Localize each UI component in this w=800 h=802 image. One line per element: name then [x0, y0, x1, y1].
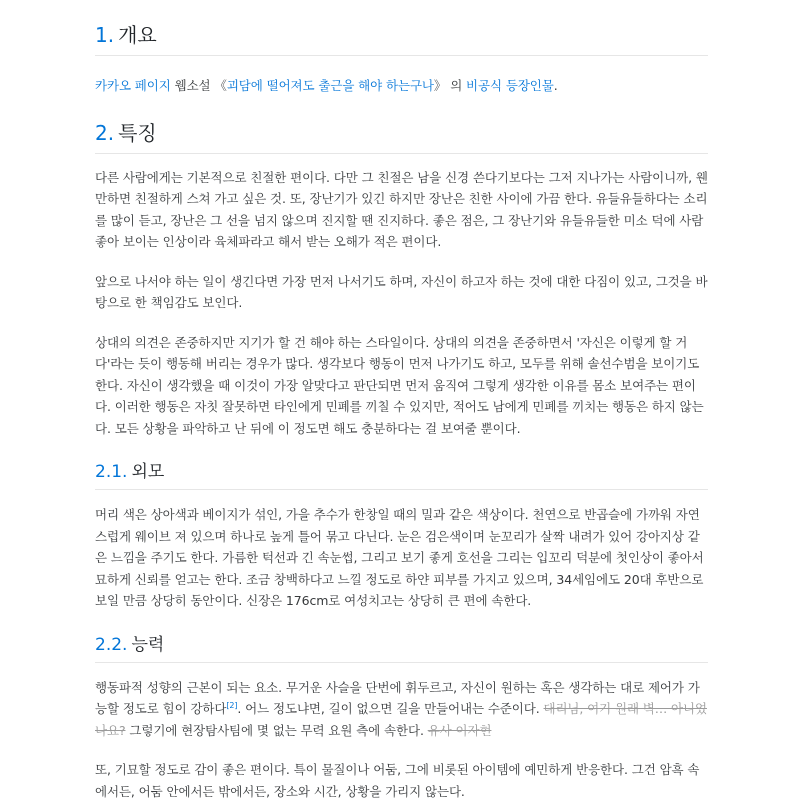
- heading-number[interactable]: 2.2.: [95, 634, 128, 655]
- traits-paragraph-2: 앞으로 나서야 하는 일이 생긴다면 가장 먼저 나서기도 하며, 자신이 하고자 하는 것에 대한 다짐이 있고, 그것을 바탕으로 한 책임감도 보인다.: [95, 273, 708, 310]
- heading-title: 특징: [118, 120, 157, 145]
- heading-traits[interactable]: [95, 117, 708, 154]
- traits-paragraph-1: 다른 사람에게는 기본적으로 친절한 편이다. 다만 그 친절은 남을 신경 쓴다기보다는 그저 지나가는 사람이니까, 웬만하면 친절하게 스쳐 가고 싶은 것. 또, 장난기가 있긴 하지만 장난은 친한 사이에 가끔 한다. 유들유들하다는 소리를 많이 듣고, 장난은 그 선을 넘지 않으며 진지할 땐 진지하다. 좋은 점은, 그 장난기와 유들유들한 미소 덕에 사람 좋아 보이는 인상이라 육체파라고 해서 받는 오해가 적은 편이다.: [95, 169, 708, 249]
- ability-paragraph-2: 또, 기묘할 정도로 감이 좋은 편이다. 특이 물질이나 어둠, 그에 비롯된 아이템에 예민하게 반응한다. 그건 암흑 속에서든, 어둠 안에서든 밖에서든, 장소와 시간, 상황을 가리지 않는다.: [95, 762, 700, 799]
- traits-paragraph-3: 상대의 의견은 존중하지만 지기가 할 건 해야 하는 스타일이다. 상대의 의견을 존중하면서 '자신은 이렇게 할 거다'라는 듯이 행동해 버리는 경우가 많다. 생각보다 행동이 먼저 나가기도 하고, 모두를 위해 솔선수범을 보이기도 한다. 자신이 생각했을 때 이것이 가장 알맞다고 판단되면 먼저 움직여 그렇게 생각한 이유를 몸소 보여주는 편이다. 이러한 행동은 자칫 잘못하면 타인에게 민폐를 끼칠 수 있지만, 적어도 남에게 민폐를 끼치는 행동은 하지 않는다. 모든 상황을 파악하고 난 뒤에 이 정도면 해도 충분하다는 걸 보여줄 뿐이다.: [95, 334, 704, 436]
- strikethrough-joke: 대리님, 여기 원래 벽… 아니었나요?: [95, 701, 707, 738]
- heading-title: 능력: [131, 634, 165, 655]
- overview-paragraph: 카카오 페이지 웹소설 《괴담에 떨어져도 출근을 해야 하는구나》 의 비공식 등장인물.: [95, 78, 558, 93]
- heading-number[interactable]: 2.1.: [95, 462, 128, 482]
- footnote-ref[interactable]: [2]: [226, 700, 238, 710]
- heading-title: 외모: [131, 462, 165, 482]
- article-content: [95, 0, 708, 802]
- strikethrough-note: 유사 이자현: [427, 722, 492, 738]
- appearance-paragraph: 머리 색은 상아색과 베이지가 섞인, 가을 추수가 한창일 때의 밀과 같은 색상이다. 천연으로 반곱슬에 가까워 자연스럽게 웨이브 져 있으며 하나로 높게 틀어 묶고 다닌다. 눈은 검은색이며 눈꼬리가 살짝 내려가 있어 강아지상 같은 느낌을 주기도 한다. 가름한 턱선과 긴 속눈썹, 그리고 보기 좋게 호선을 그리는 입꼬리 덕분에 첫인상이 좋아서 묘하게 신뢰를 얻고는 한다. 조금 창백하다고 느낄 정도로 하얀 피부를 가지고 있으며, 34세임에도 20대 후반으로 보일 만큼 상당히 동안이다. 신장은 176cm로 여성치고는 상당히 큰 편에 속한다.: [95, 507, 704, 608]
- heading-number[interactable]: 2.: [95, 120, 115, 145]
- heading-title: 개요: [118, 23, 157, 47]
- heading-ability[interactable]: [95, 630, 708, 663]
- heading-appearance[interactable]: [95, 457, 708, 490]
- ability-paragraph-1: 행동파적 성향의 근본이 되는 요소. 무거운 사슬을 단번에 휘두르고, 자신이 원하는 혹은 생각하는 대로 제어가 가능할 정도로 힘이 강하다[2]. 어느 정도냐면, 길이 없으면 길을 만들어내는 수준이다. 대리님, 여기 원래 벽… 아니었나요? 그렇기에 현장탐사팀에 몇 없는 무력 요원 측에 속한다. 유사 이자현: [95, 679, 707, 738]
- link-unofficial-character[interactable]: 비공식 등장인물: [466, 78, 554, 93]
- heading-overview[interactable]: [95, 19, 708, 56]
- link-kakao-page[interactable]: 카카오 페이지: [95, 78, 171, 93]
- heading-number[interactable]: 1.: [95, 23, 115, 47]
- link-novel-title[interactable]: 괴담에 떨어져도 출근을 해야 하는구나: [226, 78, 434, 93]
